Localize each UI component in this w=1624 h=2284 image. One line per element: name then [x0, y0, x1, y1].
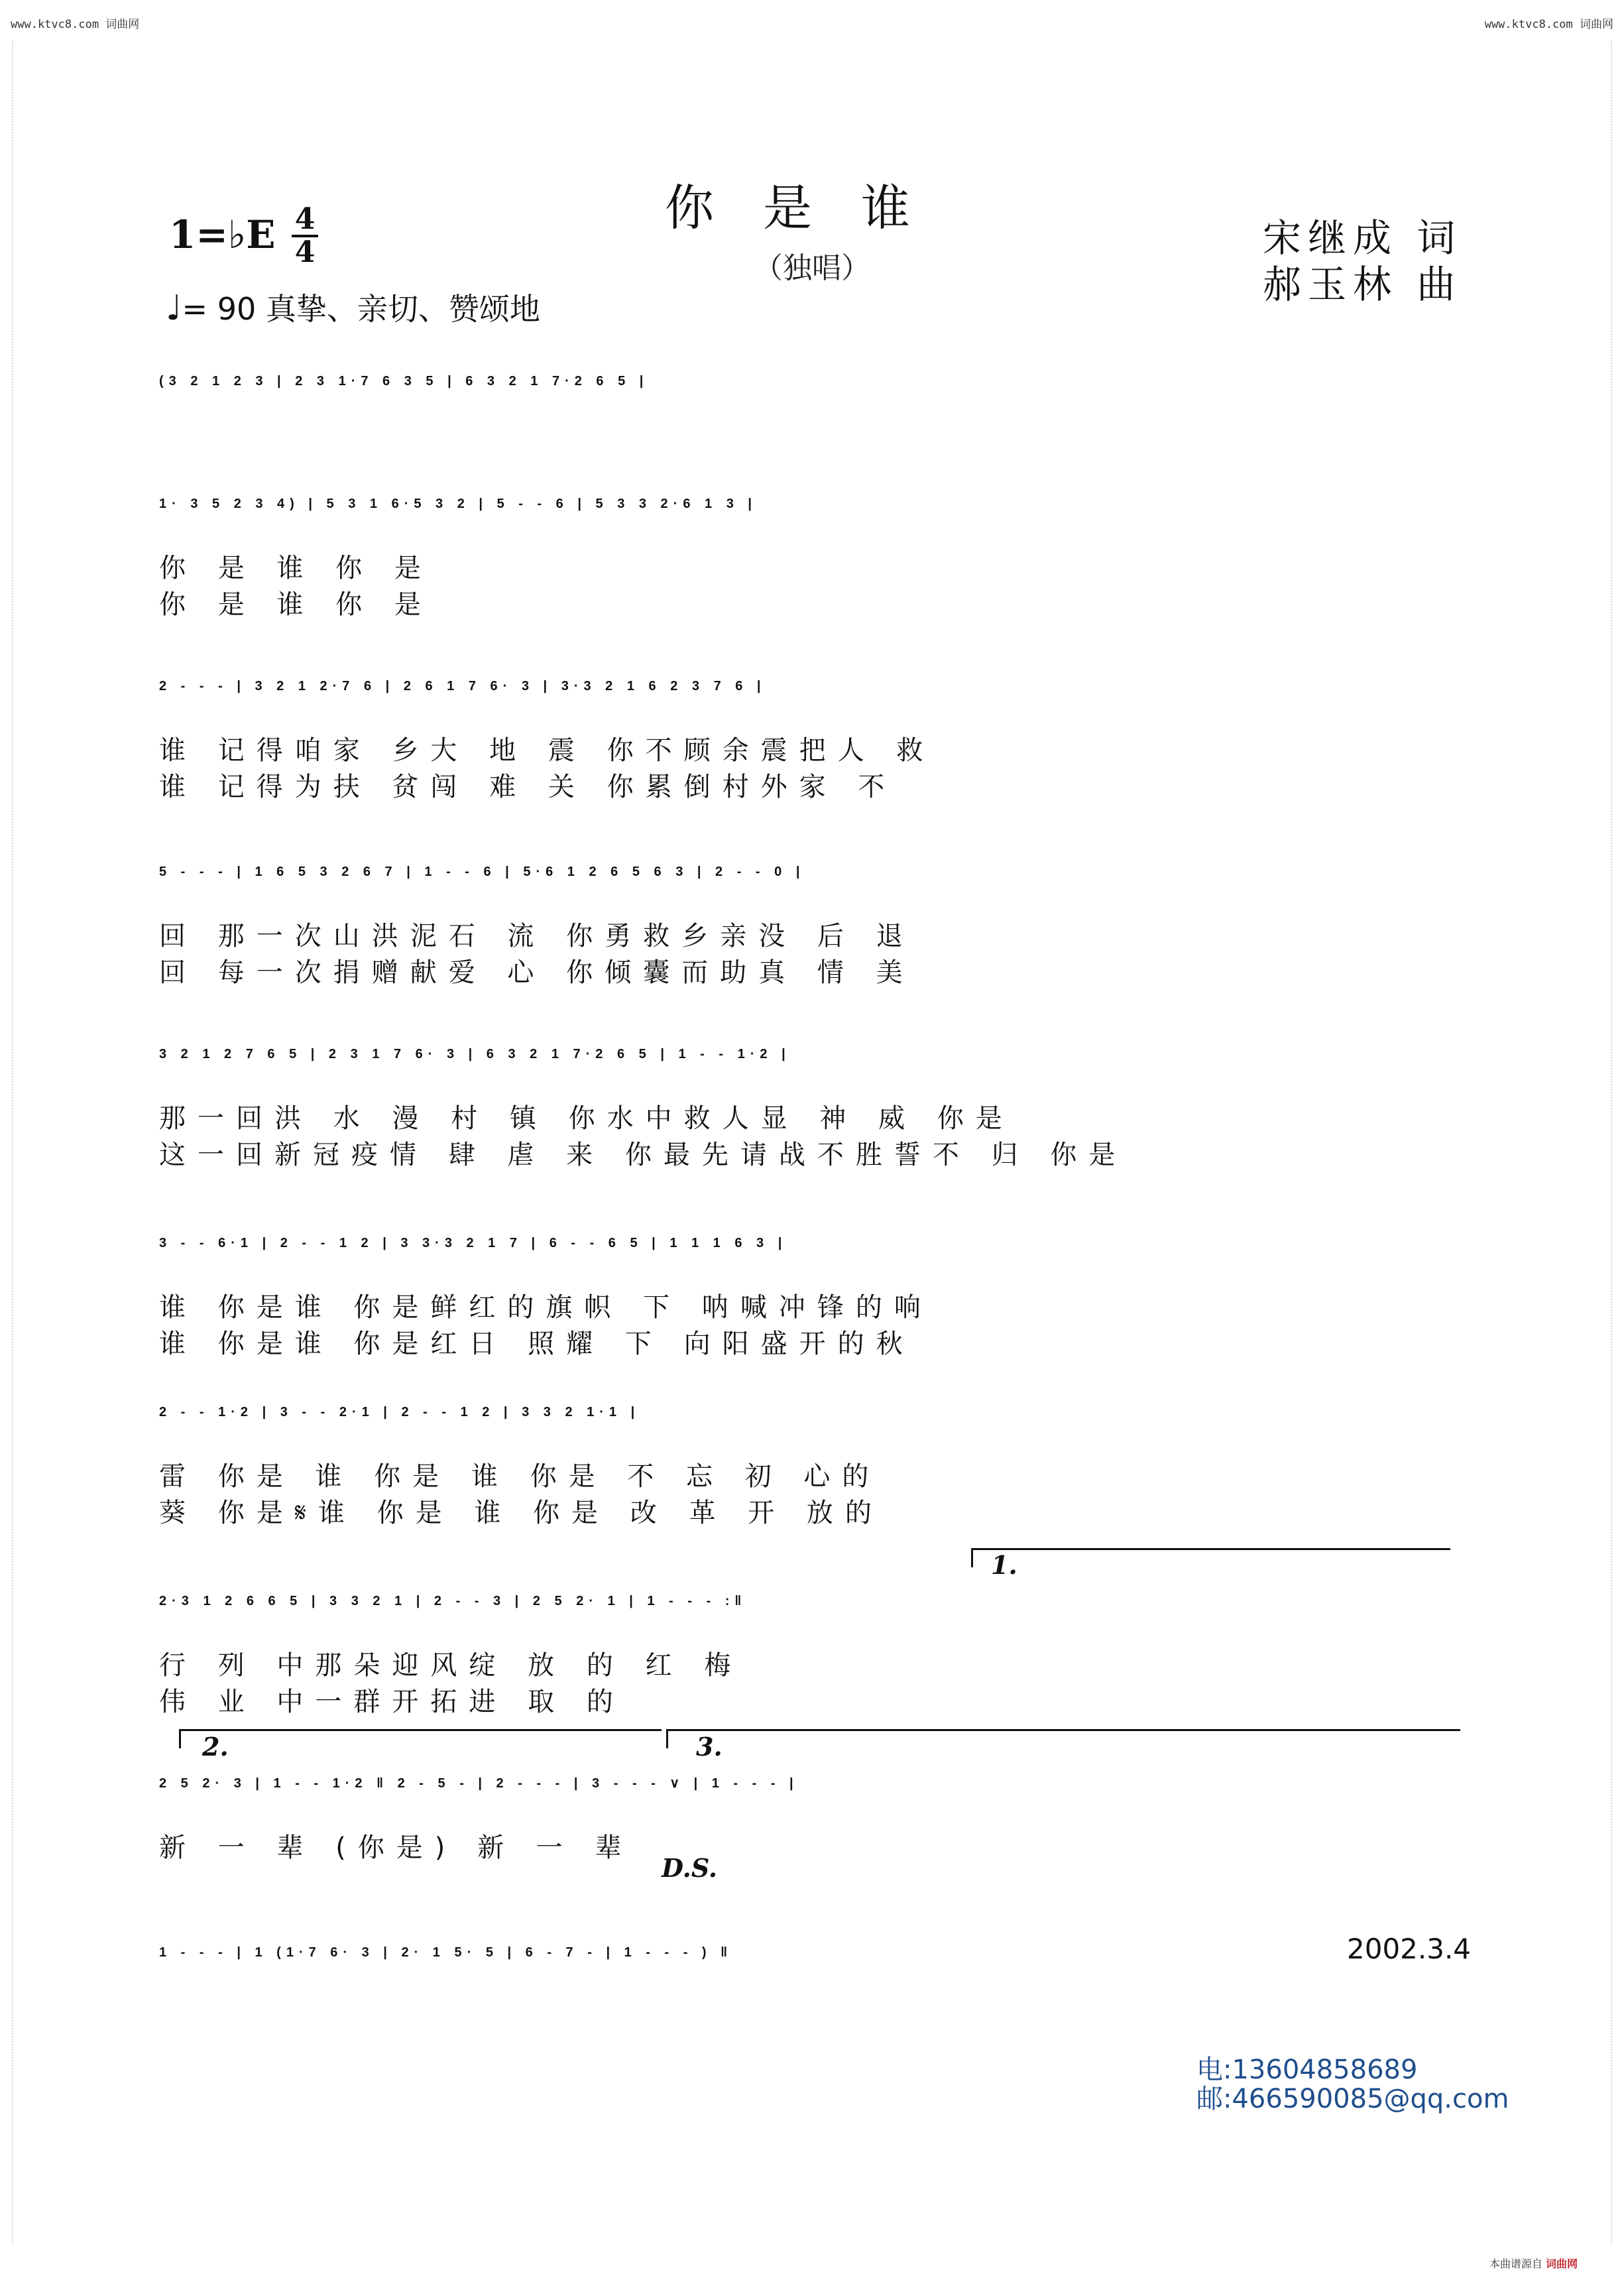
- staff-system: [159, 351, 1465, 451]
- song-title: 你是谁: [665, 180, 959, 237]
- volta-bracket-1: [971, 1548, 1450, 1567]
- lyric-verse-2: 谁 你是谁 你是红日 照耀 下 向阳盛开的秋: [159, 1329, 915, 1359]
- volta-3-label: 3.: [696, 1732, 723, 1762]
- lyric-verse-2: 谁 记得为扶 贫闯 难 关 你累倒村外家 不: [159, 772, 897, 802]
- staff-system: [159, 656, 1465, 802]
- footer-source: [1489, 2255, 1578, 2271]
- left-margin-strip: [3, 40, 13, 2244]
- lyric-verse-1: 新 一 辈 (你是) 新 一 辈: [159, 1833, 634, 1863]
- header-site-left: www.ktvc8.com 词曲网: [11, 18, 140, 31]
- notation-line: 2 - - - | 3 2 1 2·7 6 | 2 6 1 7 6· 3 | 3·3 2 1 6 2 3 7 6 |: [159, 679, 766, 693]
- staff-system: [159, 1382, 1465, 1528]
- staff-system: [159, 1754, 1465, 1863]
- dal-segno-mark: D.S.: [662, 1853, 718, 1883]
- staff-system: [159, 842, 1465, 988]
- volta-2-label: 2.: [202, 1732, 229, 1762]
- notation-line: 2 - - 1·2 | 3 - - 2·1 | 2 - - 1 2 | 3 3 2 1·1 |: [159, 1405, 640, 1419]
- header-site-right: www.ktvc8.com 词曲网: [1484, 18, 1613, 31]
- volta-1-label: 1.: [991, 1550, 1017, 1580]
- lyric-verse-2: 这一回新冠疫情 肆 虐 来 你最先请战不胜誓不 归 你是: [159, 1140, 1128, 1170]
- lyric-verse-1: 谁 你是谁 你是鲜红的旗帜 下 呐喊冲锋的响: [159, 1292, 933, 1323]
- time-bottom: 4: [294, 235, 316, 269]
- notation-line: 2 5 2· 3 | 1 - - 1·2 ‖ 2 - 5 - | 2 - - - | 3 - - - ∨ | 1 - - - |: [159, 1776, 799, 1791]
- notation-line: 3 2 1 2 7 6 5 | 2 3 1 7 6· 3 | 6 3 2 1 7·2 6 5 | 1 - - 1·2 |: [159, 1047, 791, 1061]
- volta-bracket-2: [179, 1729, 662, 1748]
- lyric-verse-2: 回 每一次捐赠献爱 心 你倾囊而助真 情 美: [159, 957, 915, 988]
- lyric-verse-2: 葵 你是𝄋谁 你是 谁 你是 改 革 开 放的: [159, 1498, 884, 1528]
- lyric-verse-1: 回 那一次山洪泥石 流 你勇救乡亲没 后 退: [159, 921, 915, 951]
- composer-credit: 郝玉林 曲: [1263, 262, 1462, 307]
- lyric-verse-1: 那一回洪 水 漫 村 镇 你水中救人显 神 威 你是: [159, 1103, 1014, 1134]
- tempo-text: = 90 真挚、亲切、赞颂地: [182, 291, 540, 327]
- time-signature: [292, 202, 318, 269]
- notation-line: 3 - - 6·1 | 2 - - 1 2 | 3 3·3 2 1 7 | 6 - - 6 5 | 1 1 1 6 3 |: [159, 1236, 787, 1250]
- tempo-marking: [166, 285, 540, 329]
- right-margin-strip: [1611, 40, 1621, 2244]
- staff-system: [159, 1213, 1465, 1359]
- lyricist-credit: 宋继成 词: [1263, 215, 1462, 261]
- lyric-verse-1: 行 列 中那朵迎风绽 放 的 红 梅: [159, 1650, 743, 1681]
- time-top: 4: [294, 202, 316, 236]
- lyric-verse-2: 伟 业 中一群开拓进 取 的: [159, 1687, 625, 1717]
- staff-system: [159, 1923, 1465, 2022]
- staff-system: [159, 474, 1465, 620]
- lyric-verse-2: 你 是 谁 你 是: [159, 589, 433, 620]
- contact-email: 邮:466590085@qq.com: [1196, 2084, 1509, 2114]
- lyric-verse-1: 你 是 谁 你 是: [159, 553, 433, 583]
- key-signature: 1=♭E: [169, 212, 276, 257]
- song-subtitle: （独唱）: [754, 251, 870, 285]
- lyric-verse-1: 谁 记得咱家 乡大 地 震 你不顾余震把人 救: [159, 735, 935, 766]
- staff-system: [159, 1024, 1465, 1170]
- notation-line: 5 - - - | 1 6 5 3 2 6 7 | 1 - - 6 | 5·6 1 2 6 5 6 3 | 2 - - 0 |: [159, 865, 805, 879]
- notation-line: (3 2 1 2 3 | 2 3 1·7 6 3 5 | 6 3 2 1 7·2 6 5 |: [159, 374, 649, 389]
- notation-line: 1 - - - | 1 (1·7 6· 3 | 2· 1 5· 5 | 6 - 7 - | 1 - - - ) ‖: [159, 1945, 733, 1960]
- volta-bracket-3: [666, 1729, 1460, 1748]
- staff-system: [159, 1571, 1465, 1717]
- notation-line: 1· 3 5 2 3 4) | 5 3 1 6·5 3 2 | 5 - - 6 | 5 3 3 2·6 1 3 |: [159, 497, 757, 511]
- footer-site-logo: 词曲网: [1545, 2257, 1578, 2270]
- composition-date: 2002.3.4: [1347, 1933, 1472, 1965]
- lyric-verse-1: 雷 你是 谁 你是 谁 你是 不 忘 初 心的: [159, 1461, 881, 1492]
- contact-phone: 电:13604858689: [1196, 2055, 1418, 2085]
- footer-source-text: 本曲谱源自: [1489, 2257, 1542, 2270]
- quarter-note-icon: ♩: [166, 288, 182, 328]
- notation-line: 2·3 1 2 6 6 5 | 3 3 2 1 | 2 - - 3 | 2 5 2· 1 | 1 - - - :‖: [159, 1594, 747, 1608]
